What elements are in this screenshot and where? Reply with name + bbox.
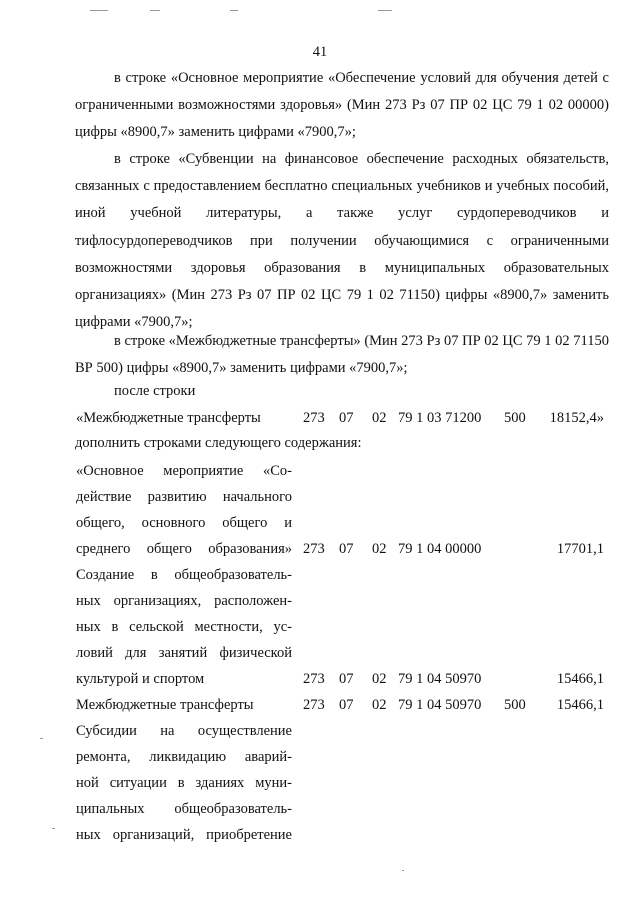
row-pr: 02 bbox=[372, 671, 387, 687]
table-row bbox=[76, 614, 616, 640]
row-sum: 15466,1 bbox=[556, 697, 604, 713]
row-name-line: ципальных общеобразователь- bbox=[76, 801, 292, 817]
row-pr: 02 bbox=[372, 541, 387, 557]
scan-artifact bbox=[378, 10, 392, 11]
table-row bbox=[76, 744, 616, 770]
scan-artifact bbox=[40, 738, 43, 739]
row-min: 273 bbox=[303, 671, 325, 687]
row-vr: 500 bbox=[504, 410, 526, 426]
row-min: 273 bbox=[303, 697, 325, 713]
row-rz: 07 bbox=[339, 541, 354, 557]
scan-artifact bbox=[230, 10, 238, 11]
scan-artifact bbox=[52, 828, 55, 829]
row-min: 273 bbox=[303, 541, 325, 557]
table-row bbox=[76, 718, 616, 744]
row-name-line: культурой и спортом bbox=[76, 671, 205, 687]
row-pr: 02 bbox=[372, 410, 387, 426]
row-vr: 500 bbox=[504, 697, 526, 713]
table-row bbox=[76, 562, 616, 588]
table-row bbox=[76, 770, 616, 796]
row-rz: 07 bbox=[339, 697, 354, 713]
row-name-line: ной ситуации в зданиях муни- bbox=[76, 775, 292, 791]
table-row bbox=[76, 510, 616, 536]
row-name-line: Создание в общеобразователь- bbox=[76, 567, 292, 583]
paragraph-3: в строке «Межбюджетные трансферты» (Мин 273 Рз 07 ПР 02 ЦС 79 1 02 71150 ВР 500) цифры «8900,7» заменить цифрами «7900,7»; bbox=[75, 333, 609, 377]
row-rz: 07 bbox=[339, 671, 354, 687]
row-name-line: Субсидии на осуществление bbox=[76, 723, 292, 739]
table-row bbox=[76, 692, 616, 718]
row-name-line: ремонта, ликвидацию аварий- bbox=[76, 749, 292, 765]
row-cs: 79 1 04 00000 bbox=[398, 541, 482, 557]
supplement-text: дополнить строками следующего содержания: bbox=[75, 435, 362, 451]
row-name-line: Межбюджетные трансферты bbox=[76, 697, 254, 713]
table-row bbox=[76, 458, 616, 484]
row-rz: 07 bbox=[339, 410, 354, 426]
page-number: 41 bbox=[312, 44, 328, 60]
row-name-line: ных организациях, расположен- bbox=[76, 593, 292, 609]
row-name-line: ных организаций, приобретение bbox=[76, 827, 292, 843]
row-name-line: «Основное мероприятие «Со- bbox=[76, 463, 292, 479]
row-sum: 17701,1 bbox=[556, 541, 604, 557]
after-row bbox=[76, 405, 616, 431]
table-row bbox=[76, 588, 616, 614]
table-row bbox=[76, 484, 616, 510]
row-cs: 79 1 04 50970 bbox=[398, 671, 482, 687]
row-min: 273 bbox=[303, 410, 325, 426]
row-sum: 18152,4» bbox=[549, 410, 604, 426]
scan-artifact bbox=[150, 10, 160, 11]
row-sum: 15466,1 bbox=[556, 671, 604, 687]
table-row bbox=[76, 536, 616, 562]
table-row bbox=[76, 666, 616, 692]
scan-artifact bbox=[402, 870, 404, 871]
row-name-line: общего, основного общего и bbox=[76, 515, 292, 531]
table-row bbox=[76, 796, 616, 822]
table-row bbox=[76, 640, 616, 666]
paragraph-2: в строке «Субвенции на финансовое обеспечение расходных обязательств, связанных с предоставлением бесплатно специальных учебников и учебных пособий, иной учебной литературы, а также услуг сурдопереводчиков и тифлосурдопереводчиков при получении обучающимися с ограниченными возможностями здоровья образования в муниципальных образовательных организациях» (Мин 273 Рз 07 ПР 02 ЦС 79 1 02 71150) цифры «8900,7» заменить цифрами «7900,7»; bbox=[75, 151, 609, 331]
row-name-line: ных в сельской местности, ус- bbox=[76, 619, 292, 635]
paragraph-4: после строки bbox=[114, 383, 196, 399]
scan-artifact bbox=[90, 10, 108, 11]
row-cs: 79 1 03 71200 bbox=[398, 410, 482, 426]
table-row bbox=[76, 822, 616, 848]
row-name-line: среднего общего образования» bbox=[76, 541, 292, 557]
row-cs: 79 1 04 50970 bbox=[398, 697, 482, 713]
row-name-line: ловий для занятий физической bbox=[76, 645, 292, 661]
paragraph-1: в строке «Основное мероприятие «Обеспечение условий для обучения детей с ограниченными возможностями здоровья» (Мин 273 Рз 07 ПР 02 ЦС 79 1 02 00000) цифры «8900,7» заменить цифрами «7900,7»; bbox=[75, 70, 609, 141]
row-name-line: действие развитию начального bbox=[76, 489, 292, 505]
row-name: «Межбюджетные трансферты bbox=[76, 410, 261, 426]
row-pr: 02 bbox=[372, 697, 387, 713]
